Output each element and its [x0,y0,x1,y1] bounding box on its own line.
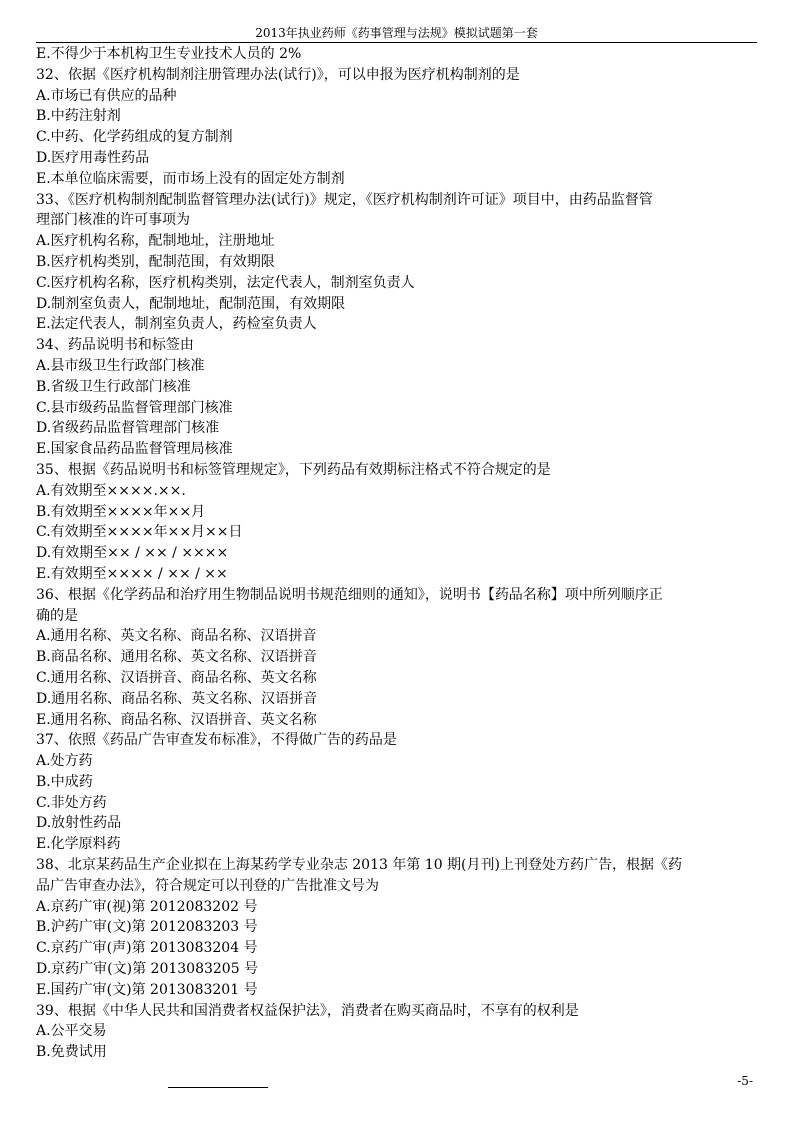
text-line: E.法定代表人，制剂室负责人，药检室负责人 [36,316,317,333]
text-line: D.省级药品监督管理部门核准 [36,420,220,437]
text-line: 品广告审查办法》，符合规定可以刊登的广告批准文号为 [36,877,379,894]
text-line: D.京药广审(文)第 2013083205 号 [36,961,259,978]
page-header [36,24,757,43]
text-line: B.有效期至××××年××月 [36,503,206,520]
text-line: E.不得少于本机构卫生专业技术人员的 2% [36,46,302,62]
text-line: E.有效期至×××× / ×× / ×× [36,565,228,582]
text-line: C.中药、化学药组成的复方制剂 [36,129,233,146]
text-line: D.通用名称、商品名称、英文名称、汉语拼音 [36,690,318,707]
text-line: 32、依据《医疗机构制剂注册管理办法(试行)》，可以申报为医疗机构制剂的是 [36,66,520,83]
text-line: C.非处方药 [36,794,107,811]
text-line: E.本单位临床需要，而市场上没有的固定处方制剂 [36,170,345,187]
text-line: B.沪药广审(文)第 2012083203 号 [36,919,258,936]
text-line: D.医疗用毒性药品 [36,149,150,166]
text-line: 38、北京某药品生产企业拟在上海某药学专业杂志 2013 年第 10 期(月刊)上刊登处方药广告，根据《药 [36,857,682,874]
text-line: B.中成药 [36,773,93,790]
text-line: A.有效期至××××.××. [36,482,186,499]
footer-rule [168,1087,268,1088]
text-line: B.商品名称、通用名称、英文名称、汉语拼音 [36,649,317,666]
text-line: 33、《医疗机构制剂配制监督管理办法(试行)》规定，《医疗机构制剂许可证》项目中，由药品监督管 [36,191,653,208]
text-line: E.通用名称、商品名称、汉语拼音、英文名称 [36,711,317,728]
text-line: A.市场已有供应的品种 [36,87,177,104]
text-line: 35、根据《药品说明书和标签管理规定》，下列药品有效期标注格式不符合规定的是 [36,461,551,478]
text-line: 37、依照《药品广告审查发布标准》，不得做广告的药品是 [36,732,397,749]
text-line: C.京药广审(声)第 2013083204 号 [36,940,258,957]
text-line: A.公平交易 [36,1023,107,1040]
text-line: A.京药广审(视)第 2012083202 号 [36,898,258,915]
document-body [36,44,760,1063]
text-line: 理部门核准的许可事项为 [36,212,190,229]
text-line: 确的是 [36,607,78,624]
text-line: C.有效期至××××年××月××日 [36,524,243,541]
text-line: A.通用名称、英文名称、商品名称、汉语拼音 [36,628,317,645]
text-line: C.医疗机构名称，医疗机构类别，法定代表人，制剂室负责人 [36,274,415,291]
page-number: -5- [737,1074,753,1088]
text-line: B.免费试用 [36,1044,107,1061]
header-title: 2013年执业药师《药事管理与法规》模拟试题第一套 [255,26,538,40]
text-line: C.通用名称、汉语拼音、商品名称、英文名称 [36,669,317,686]
text-line: 39、根据《中华人民共和国消费者权益保护法》，消费者在购买商品时，不享有的权利是 [36,1002,579,1019]
text-line: B.中药注射剂 [36,108,121,125]
text-line: D.有效期至×× / ×× / ×××× [36,545,229,562]
text-line: A.县市级卫生行政部门核准 [36,357,205,374]
text-line: A.医疗机构名称，配制地址，注册地址 [36,233,275,250]
text-line: D.制剂室负责人，配制地址，配制范围，有效期限 [36,295,346,312]
text-line: E.国药广审(文)第 2013083201 号 [36,981,258,998]
text-line: E.国家食品药品监督管理局核准 [36,441,233,458]
text-line: 34、药品说明书和标签由 [36,337,194,354]
text-line: B.省级卫生行政部门核准 [36,378,191,395]
text-line: A.处方药 [36,753,93,770]
text-line: B.医疗机构类别，配制范围，有效期限 [36,253,275,270]
text-line: 36、根据《化学药品和治疗用生物制品说明书规范细则的通知》，说明书【药品名称】项中所列顺序正 [36,586,663,603]
text-line: E.化学原料药 [36,836,121,853]
text-line: D.放射性药品 [36,815,122,832]
text-line: C.县市级药品监督管理部门核准 [36,399,233,416]
